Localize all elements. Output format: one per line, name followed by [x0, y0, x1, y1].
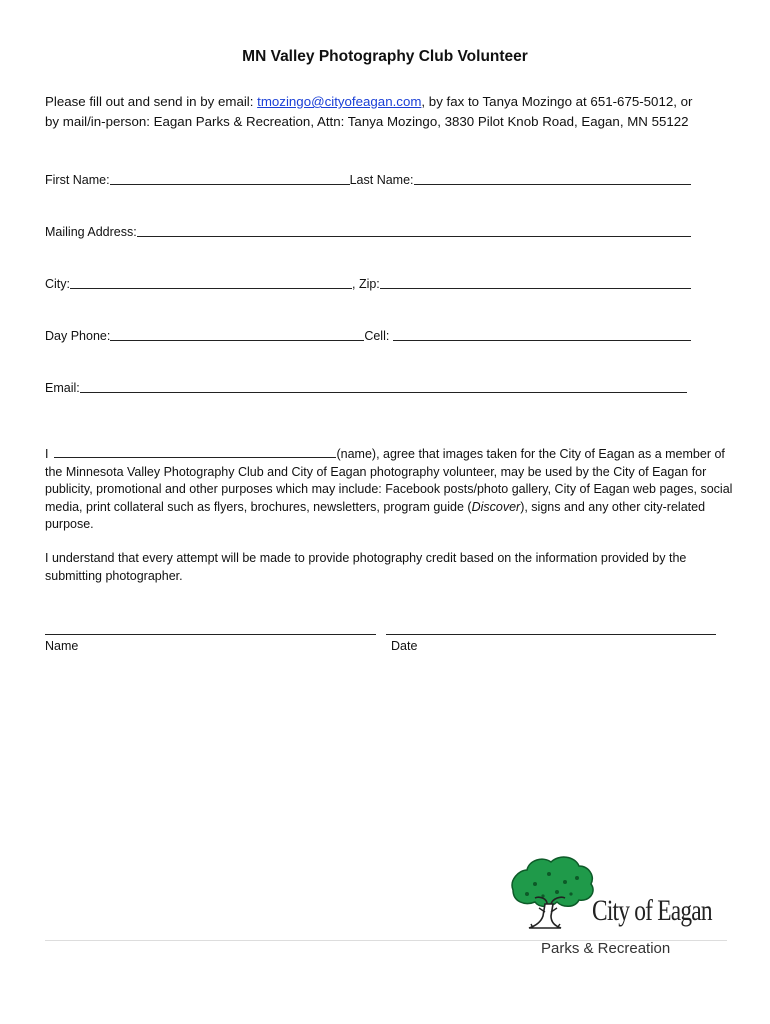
- credit-paragraph: I understand that every attempt will be made to provide photography credit based on the information provided by the submitting photographer.: [45, 551, 687, 583]
- day-phone-field[interactable]: [110, 328, 364, 341]
- tree-icon: [512, 857, 593, 928]
- mailing-address-label: Mailing Address:: [45, 225, 137, 239]
- agreement-paragraph: [45, 446, 735, 534]
- agreement-text: (name), agree that images taken for the City of Eagan as a member of the Minnesota Valley Photography Club and City of Eagan photography volunteer, may be used by the City of Eagan for publicity, promotional and other purposes which may include: Facebook posts/photo gallery, City of Eagan web pages, social media, print collateral such as flyers, brochures, newsletters, program guide (: [45, 447, 733, 514]
- city-label: City:: [45, 277, 70, 291]
- form-title: MN Valley Photography Club Volunteer: [242, 48, 528, 65]
- zip-label: , Zip:: [352, 277, 380, 291]
- instructions-prefix: Please fill out and send in by email:: [45, 94, 258, 109]
- email-label: Email:: [45, 381, 80, 395]
- logo-city-text: City of Eagan: [592, 894, 712, 927]
- agreement-end: ), signs and any other city-related purpose.: [45, 499, 706, 531]
- instructions: [45, 92, 735, 132]
- email-link[interactable]: tmozingo@cityofeagan.com: [257, 94, 422, 109]
- mailing-address-field[interactable]: [137, 224, 691, 237]
- name-row: [45, 168, 691, 188]
- date-signature-label: Date: [391, 639, 418, 653]
- instructions-line1-suffix: , by fax to Tanya Mozingo at 651-675-5012, or: [421, 94, 693, 109]
- last-name-label: Last Name:: [349, 173, 414, 187]
- first-name-field[interactable]: [110, 172, 350, 185]
- date-signature-line[interactable]: [386, 633, 716, 635]
- zip-field[interactable]: [380, 276, 691, 289]
- city-field[interactable]: [70, 276, 352, 289]
- day-phone-label: Day Phone:: [45, 329, 111, 343]
- email-row: [45, 376, 687, 396]
- city-zip-row: [45, 272, 691, 292]
- address-row: [45, 220, 691, 240]
- email-field[interactable]: [80, 380, 687, 393]
- agreement-italic: Discover: [471, 499, 521, 514]
- name-signature-line[interactable]: [45, 633, 376, 635]
- cell-field[interactable]: [393, 328, 691, 341]
- logo-department-text: Parks & Recreation: [541, 940, 671, 957]
- cell-label: Cell:: [364, 329, 390, 343]
- first-name-label: First Name:: [45, 173, 110, 187]
- instructions-line2: by mail/in-person: Eagan Parks & Recreation, Attn: Tanya Mozingo, 3830 Pilot Knob Road, Eagan, MN 55122: [45, 114, 689, 129]
- last-name-field[interactable]: [414, 172, 691, 185]
- agreement-name-field[interactable]: [54, 446, 336, 458]
- phone-row: [45, 324, 691, 344]
- name-signature-label: Name: [45, 639, 79, 653]
- agreement-start: I: [45, 447, 49, 461]
